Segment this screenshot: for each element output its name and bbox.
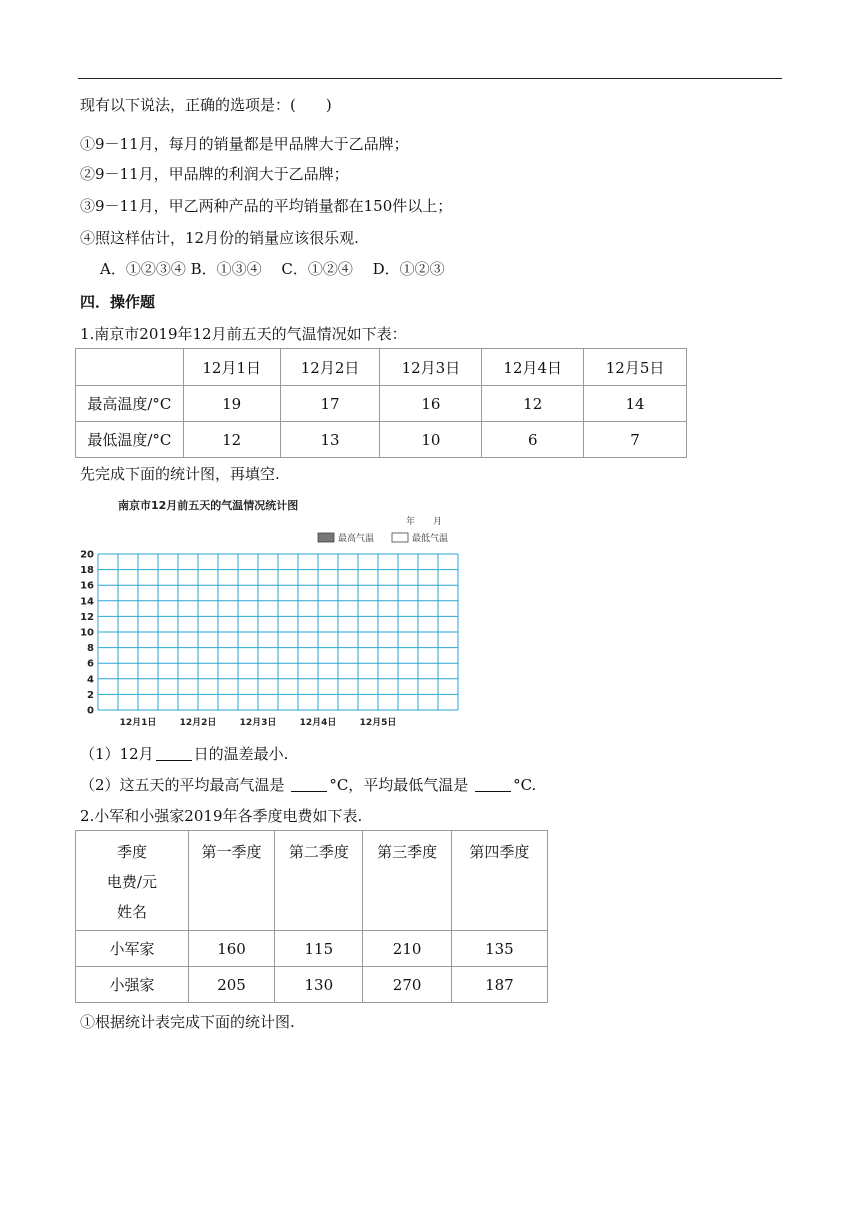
table-cell: 115 bbox=[275, 931, 363, 967]
problem2-instruction: ①根据统计表完成下面的统计图. bbox=[80, 1013, 295, 1031]
x-tick-label: 12月4日 bbox=[299, 718, 337, 728]
y-tick-label: 18 bbox=[80, 565, 94, 577]
y-tick-label: 12 bbox=[80, 611, 94, 623]
table-cell: 12 bbox=[183, 422, 280, 458]
header-label-name: 姓名 bbox=[116, 903, 147, 921]
problem1-intro: 1.南京市2019年12月前五天的气温情况如下表： bbox=[80, 325, 407, 343]
x-tick-label: 12月5日 bbox=[359, 718, 397, 728]
table-row bbox=[76, 422, 687, 458]
table-header-cell: 12月3日 bbox=[380, 349, 482, 386]
legend-high-swatch bbox=[318, 533, 334, 542]
fill-q1-before: （1）12月 bbox=[80, 745, 154, 763]
header-label-fee: 电费/元 bbox=[106, 873, 157, 891]
chart-title: 南京市12月前五天的气温情况统计图 bbox=[118, 499, 299, 512]
table-cell: 270 bbox=[363, 967, 451, 1003]
table-cell: 12 bbox=[482, 386, 584, 422]
answer-options: A．①②③④ B．①③④ C．①②④ D．①②③ bbox=[100, 260, 445, 278]
statement-3: ③9－11月，甲乙两种产品的平均销量都在150件以上； bbox=[80, 197, 453, 215]
y-tick-label: 8 bbox=[87, 643, 94, 655]
row-label: 最高温度/°C bbox=[76, 386, 184, 422]
fill-q1-after: 日的温差最小. bbox=[193, 745, 289, 763]
table-cell: 6 bbox=[482, 422, 584, 458]
y-tick-label: 14 bbox=[80, 596, 94, 608]
table-row bbox=[76, 967, 548, 1003]
table-cell: 205 bbox=[188, 967, 274, 1003]
y-axis-ticks bbox=[80, 550, 94, 717]
table-cell: 160 bbox=[188, 931, 274, 967]
table-cell: 19 bbox=[183, 386, 280, 422]
table-cell: 135 bbox=[451, 931, 547, 967]
table-header-cell: 第三季度 bbox=[363, 831, 451, 931]
fill-blank[interactable] bbox=[291, 776, 327, 792]
table-cell: 130 bbox=[275, 967, 363, 1003]
section-title: 四．操作题 bbox=[80, 293, 156, 311]
fill-q1 bbox=[80, 744, 288, 764]
fill-blank[interactable] bbox=[475, 776, 511, 792]
table-header-cell: 第一季度 bbox=[188, 831, 274, 931]
table-cell: 7 bbox=[584, 422, 687, 458]
chart-date-label: 年 月 bbox=[406, 517, 443, 527]
header-rule bbox=[78, 78, 782, 79]
temperature-chart bbox=[70, 492, 470, 736]
statement-2: ②9－11月，甲品牌的利润大于乙品牌； bbox=[80, 165, 349, 183]
table-cell: 10 bbox=[380, 422, 482, 458]
table-header-cell: 12月1日 bbox=[183, 349, 280, 386]
y-tick-label: 2 bbox=[87, 689, 94, 701]
problem2-intro: 2.小军和小强家2019年各季度电费如下表. bbox=[80, 807, 363, 825]
y-tick-label: 20 bbox=[80, 549, 94, 561]
question-prompt: 现有以下说法，正确的选项是：( ) bbox=[80, 96, 332, 114]
fill-q2-part1: （2）这五天的平均最高气温是 bbox=[80, 776, 285, 794]
table-header-cell bbox=[76, 349, 184, 386]
table-cell: 16 bbox=[380, 386, 482, 422]
y-tick-label: 0 bbox=[87, 705, 94, 717]
x-axis-ticks bbox=[120, 717, 397, 728]
chart-grid bbox=[98, 554, 458, 710]
table-header-cell: 第四季度 bbox=[451, 831, 547, 931]
header-label-quarter: 季度 bbox=[116, 843, 147, 861]
y-tick-label: 16 bbox=[80, 580, 94, 592]
y-tick-label: 4 bbox=[87, 674, 94, 686]
table-row bbox=[76, 931, 548, 967]
fill-blank[interactable] bbox=[156, 745, 192, 761]
temperature-table bbox=[75, 348, 687, 458]
x-tick-label: 12月3日 bbox=[239, 718, 277, 728]
chart-svg bbox=[70, 492, 470, 732]
row-label: 小军家 bbox=[76, 931, 189, 967]
table-cell: 13 bbox=[280, 422, 380, 458]
problem1-instruction: 先完成下面的统计图，再填空. bbox=[80, 465, 280, 483]
table-cell: 14 bbox=[584, 386, 687, 422]
statement-1: ①9－11月，每月的销量都是甲品牌大于乙品牌； bbox=[80, 135, 409, 153]
row-label: 最低温度/°C bbox=[76, 422, 184, 458]
fill-q2-part2: °C，平均最低气温是 bbox=[329, 776, 469, 794]
legend-low-label: 最低气温 bbox=[412, 534, 449, 544]
y-tick-label: 6 bbox=[87, 658, 94, 670]
y-tick-label: 10 bbox=[80, 627, 94, 639]
row-label: 小强家 bbox=[76, 967, 189, 1003]
x-tick-label: 12月1日 bbox=[119, 718, 157, 728]
electricity-table bbox=[75, 830, 548, 1003]
table-row bbox=[76, 386, 687, 422]
table-cell: 210 bbox=[363, 931, 451, 967]
table-header-cell: 第二季度 bbox=[275, 831, 363, 931]
legend-high-label: 最高气温 bbox=[338, 534, 375, 544]
statement-4: ④照这样估计，12月份的销量应该很乐观. bbox=[80, 229, 359, 247]
x-tick-label: 12月2日 bbox=[179, 718, 217, 728]
fill-q2 bbox=[80, 775, 536, 795]
legend-low-swatch bbox=[392, 533, 408, 542]
diagonal-header-cell bbox=[76, 831, 189, 931]
table-header-cell: 12月4日 bbox=[482, 349, 584, 386]
fill-q2-part3: °C. bbox=[513, 776, 537, 794]
table-cell: 17 bbox=[280, 386, 380, 422]
table-header-cell: 12月2日 bbox=[280, 349, 380, 386]
table-cell: 187 bbox=[451, 967, 547, 1003]
table-header-cell: 12月5日 bbox=[584, 349, 687, 386]
